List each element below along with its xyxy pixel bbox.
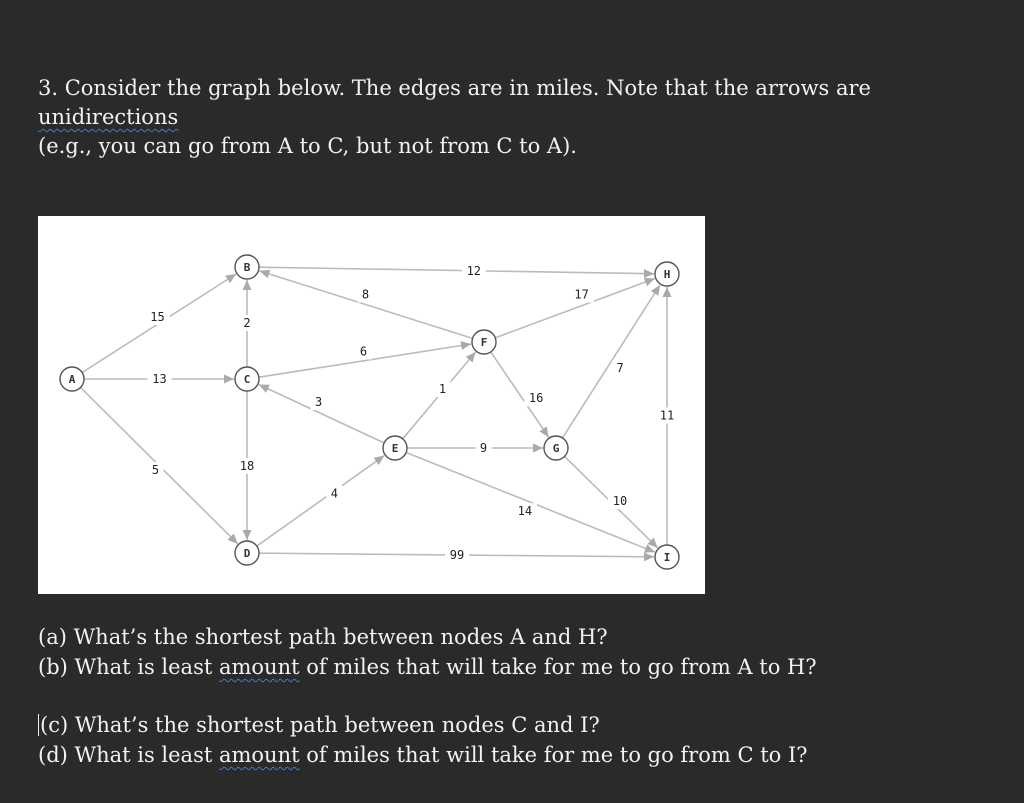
node-label-d: D — [243, 547, 251, 560]
part-d: (d) What is least amount of miles that will take for me to go from C to I? — [38, 743, 808, 767]
node-label-b: B — [243, 261, 251, 274]
spacer — [38, 682, 998, 710]
edge-f-b — [259, 271, 472, 338]
text-cursor — [38, 714, 39, 736]
sub-questions — [38, 622, 998, 770]
node-label-g: G — [552, 442, 560, 455]
part-a: (a) What’s the shortest path between nodes A and H? — [38, 625, 608, 649]
edge-weight-g-h: 7 — [616, 361, 624, 376]
flagged-word-amount[interactable]: amount — [218, 655, 300, 679]
edge-weight-i-h: 11 — [659, 408, 675, 423]
edge-e-c — [259, 384, 384, 442]
edge-weight-d-i: 99 — [449, 548, 465, 562]
flagged-word-unidirections[interactable]: unidirections — [38, 105, 179, 129]
edge-weight-c-b: 2 — [243, 316, 251, 330]
node-label-f: F — [480, 336, 488, 349]
edge-weight-e-f: 1 — [438, 382, 447, 396]
edge-weight-b-h: 12 — [466, 263, 482, 278]
edge-weight-c-f: 6 — [359, 344, 368, 359]
flagged-word-amount-2[interactable]: amount — [218, 743, 300, 767]
edge-weight-a-d: 5 — [151, 463, 160, 477]
graph-svg — [38, 216, 705, 594]
node-label-i: I — [663, 551, 671, 564]
node-label-e: E — [391, 442, 399, 455]
node-label-c: C — [243, 373, 251, 386]
graph-diagram — [38, 216, 705, 594]
edge-weight-c-d: 18 — [239, 459, 255, 473]
edge-weight-e-c: 3 — [314, 395, 323, 410]
part-c: (c) What’s the shortest path between nodes C and I? — [40, 713, 600, 737]
edge-weight-f-g: 16 — [528, 391, 544, 406]
question-text — [38, 74, 998, 161]
edge-weight-e-i: 14 — [517, 504, 533, 519]
edge-d-e — [257, 456, 385, 547]
part-b: (b) What is least amount of miles that will take for me to go from A to H? — [38, 655, 817, 679]
edge-weight-f-b: 8 — [361, 287, 370, 302]
node-label-h: H — [663, 268, 671, 281]
edge-weight-a-c: 13 — [152, 372, 167, 386]
edge-weight-a-b: 15 — [150, 310, 165, 324]
edge-weight-e-g: 9 — [479, 441, 488, 455]
edge-weight-f-h: 17 — [574, 287, 589, 302]
question-line-1: 3. Consider the graph below. The edges are in miles. Note that the arrows are unidirections — [38, 76, 871, 129]
edge-weight-g-i: 10 — [612, 494, 628, 509]
edge-b-h — [259, 267, 654, 274]
question-line-2: (e.g., you can go from A to C, but not from C to A). — [38, 134, 577, 158]
node-label-a: A — [68, 373, 76, 386]
edge-weight-d-e: 4 — [330, 486, 339, 501]
